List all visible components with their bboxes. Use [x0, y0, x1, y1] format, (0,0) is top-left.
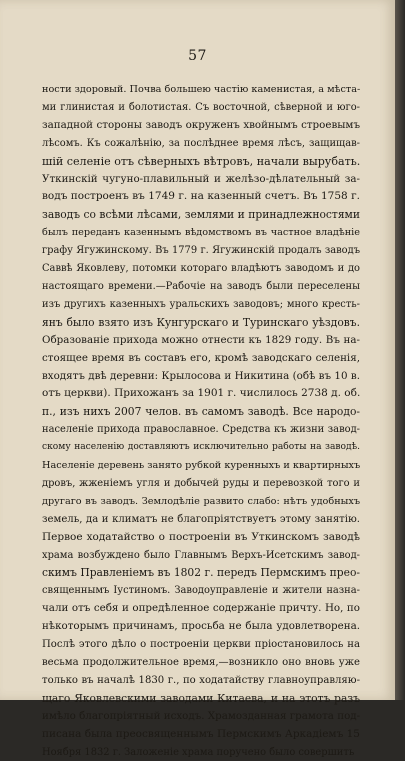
text-line: графу Ягужинскому. Въ 1779 г. Ягужинскій продалъ заводъ: [42, 245, 360, 257]
body-text: [42, 81, 360, 761]
page-edge: [395, 0, 405, 700]
text-line: населеніе прихода православное. Средства къ жизни завод-: [42, 424, 360, 436]
text-line: Населеніе деревень занято рубкой куренныхъ и квартирныхъ: [42, 460, 360, 472]
text-line: шій селеніе отъ сѣверныхъ вѣтровъ, начали вырубать.: [42, 154, 360, 168]
text-line: весьма продолжительное время,—возникло оно вновь уже: [42, 657, 360, 668]
text-line: ми глинистая и болотистая. Съ восточной, сѣверной и юго-: [42, 101, 360, 113]
text-line: былъ переданъ казеннымъ вѣдомствомъ въ частное владѣніе: [42, 227, 360, 239]
text-line: водъ построенъ въ 1749 г. на казенный счетъ. Въ 1758 г.: [42, 190, 360, 203]
text-line: западной стороны заводъ окруженъ хвойнымъ строевымъ: [42, 118, 360, 131]
text-line: Ноября 1832 г. Заложеніе храма поручено было совершить: [42, 746, 355, 758]
text-line: Образованіе прихода можно отнести къ 1829 году. Въ на-: [42, 333, 360, 346]
text-line: другаго въ заводъ. Землодѣліе развито слабо: нѣтъ удобныхъ: [42, 495, 360, 507]
text-line: земель, да и климатъ не благопріятствуетъ этому занятію.: [42, 513, 360, 525]
text-line: дровъ, жженіемъ угля и добычей руды и перевозкой того и: [42, 477, 360, 489]
text-line: п., изъ нихъ 2007 челов. въ самомъ заводѣ. Все народо-: [42, 405, 360, 419]
page-number: 57: [188, 48, 207, 64]
text-line: отъ церкви). Прихожанъ за 1901 г. числилось 2738 д. об.: [42, 387, 360, 400]
text-line: Послѣ этого дѣло о построеніи церкви пріостановилось на: [42, 639, 360, 651]
text-line: лѣсомъ. Къ сожалѣнію, за послѣднее время лѣсъ, защищав-: [42, 137, 360, 149]
text-line: ности здоровый. Почва большею частію каменистая, а мѣста-: [42, 84, 360, 95]
text-line: янъ было взято изъ Кунгурскаго и Туринскаго уѣздовъ.: [42, 315, 360, 329]
text-line: только въ началѣ 1830 г., по ходатайству главноуправляю-: [42, 674, 360, 686]
text-line: храма возбуждено было Главнымъ Верхъ-Исетскимъ завод-: [42, 549, 360, 561]
text-line: Первое ходатайство о построеніи въ Уткинскомъ заводѣ: [42, 530, 360, 543]
text-line: заводъ со всѣми лѣсами, землями и принадлежностями: [42, 208, 360, 222]
text-line: имѣло благопріятный исходъ. Храмозданная грамота под-: [42, 709, 360, 722]
text-line: Саввѣ Яковлеву, потомки котораго владѣютъ заводомъ и до: [42, 263, 360, 275]
text-line: стоящее время въ составъ его, кромѣ заводскаго селенія,: [42, 351, 360, 364]
text-line: Уткинскій чугуно-плавильный и желѣзо-дѣлательный за-: [42, 172, 360, 185]
text-line: скому населенію доставляютъ исключительно работы на заводѣ.: [42, 442, 360, 453]
text-line: чали отъ себя и опредѣленное содержаніе причту. Но, по: [42, 602, 360, 615]
text-line: писана была преосвященнымъ Пермскимъ Аркадіемъ 15: [42, 727, 360, 740]
text-line: настоящаго времени.—Рабочіе на заводъ были переселены: [42, 280, 360, 292]
text-line: священнымъ Іустиномъ. Заводоуправленіе и жители назна-: [42, 585, 360, 597]
text-line: изъ другихъ казенныхъ уральскихъ заводовъ; много кресть-: [42, 298, 360, 310]
text-line: нѣкоторымъ причинамъ, просьба не была удовлетворена.: [42, 620, 360, 633]
text-line: входятъ двѣ деревни: Крылосова и Никитина (обѣ въ 10 в.: [42, 369, 360, 382]
text-line: скимъ Правленіемъ въ 1802 г. передъ Пермскимъ прео-: [42, 566, 360, 580]
text-line: щаго Яковлевскими заводами Китаева, и на этотъ разъ: [42, 691, 360, 705]
